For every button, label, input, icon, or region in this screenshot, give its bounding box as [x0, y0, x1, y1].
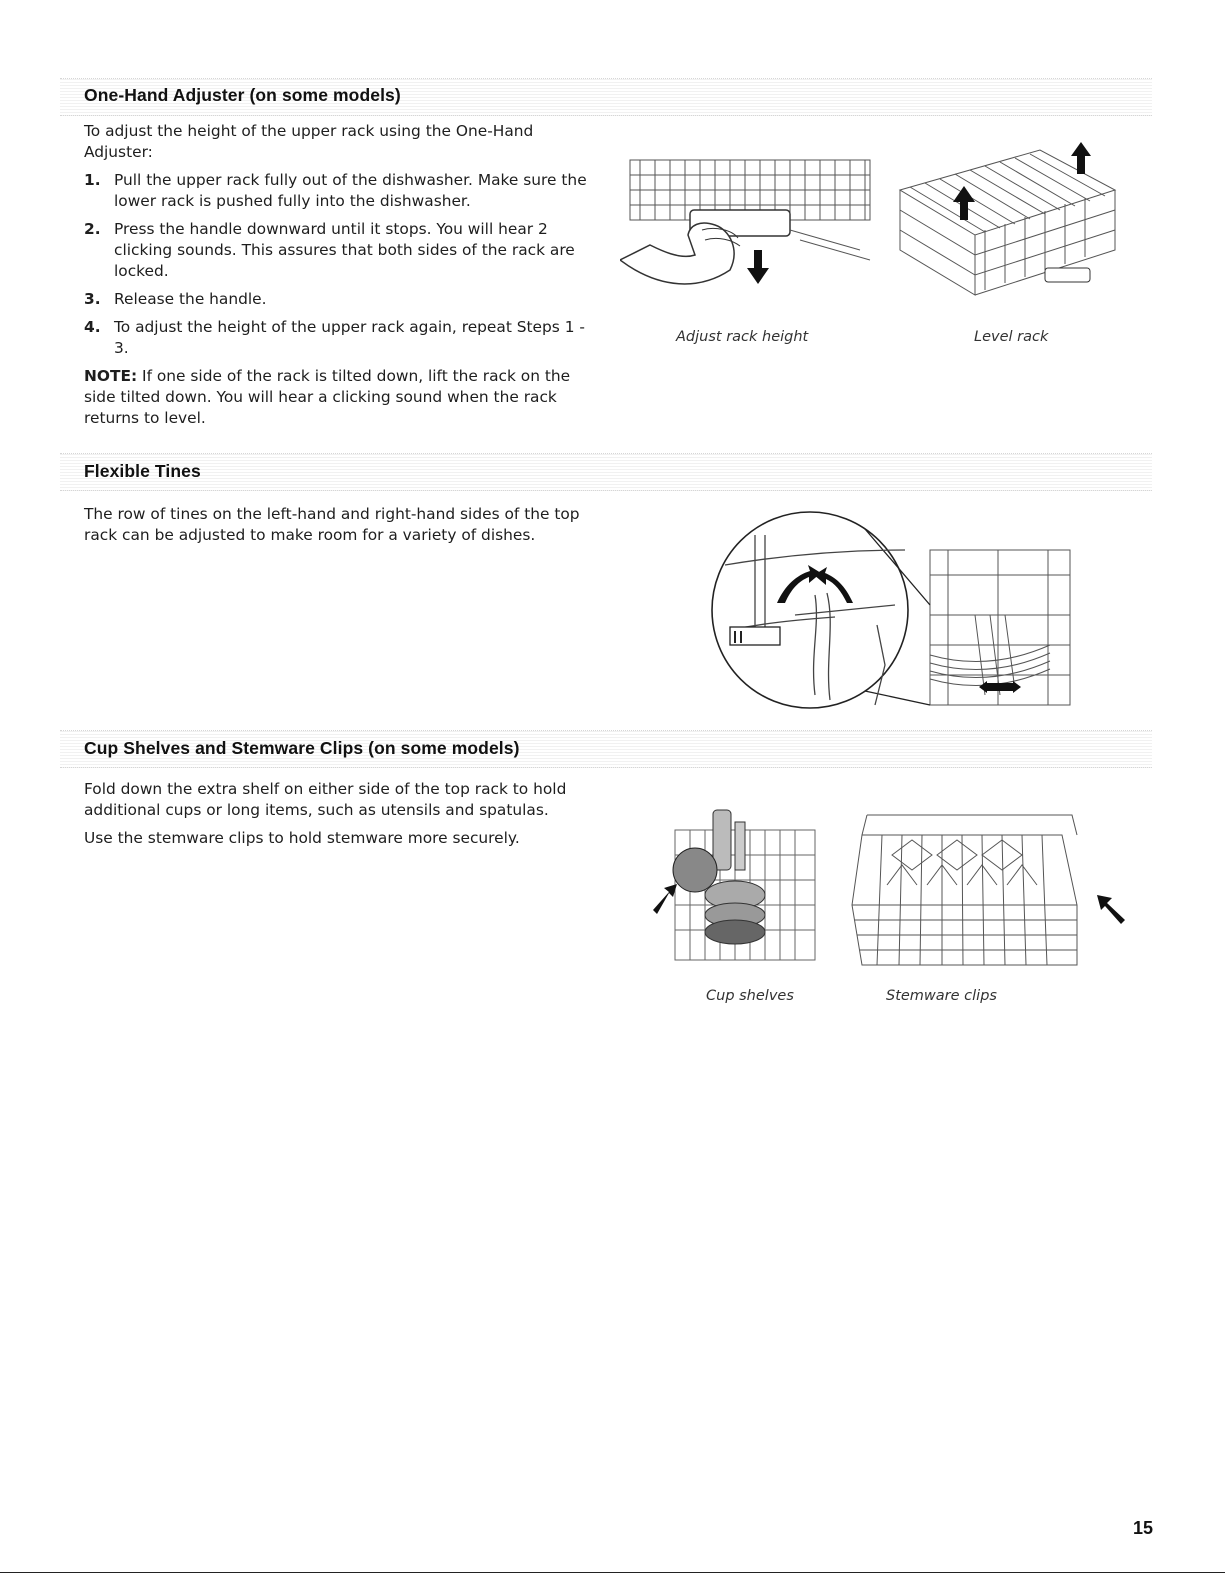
note-text	[84, 366, 604, 429]
step-number: 2.	[84, 220, 101, 238]
section-header-bar	[60, 453, 1152, 491]
section-title-cup-shelves: Cup Shelves and Stemware Clips (on some models)	[84, 738, 520, 758]
section-title-one-hand-adjuster: One-Hand Adjuster (on some models)	[84, 85, 401, 105]
step-number: 1.	[84, 171, 101, 189]
page-number: 15	[1132, 1518, 1153, 1538]
stemware-clips-illustration	[842, 795, 1127, 975]
cup-shelves-text: Fold down the extra shelf on either side of the top rack to hold additional cups or long items, such as utensils and spatulas.	[84, 780, 567, 819]
step-item	[84, 170, 604, 212]
caption-level-rack: Level rack	[974, 329, 1049, 345]
step-item	[84, 317, 604, 359]
stemware-clips-text: Use the stemware clips to hold stemware more securely.	[84, 829, 520, 847]
step-text: Pull the upper rack fully out of the dishwasher. Make sure the lower rack is pushed fully into the dishwasher.	[114, 171, 587, 210]
one-hand-adjuster-body	[84, 121, 604, 436]
caption-stemware-clips: Stemware clips	[886, 988, 997, 1004]
level-rack-illustration	[890, 140, 1125, 305]
note-body: If one side of the rack is tilted down, lift the rack on the side tilted down. You will hear a clicking sound when the rack returns to level.	[84, 367, 571, 427]
step-number: 3.	[84, 290, 101, 308]
flexible-tines-body	[84, 504, 604, 553]
step-text: Press the handle downward until it stops. You will hear 2 clicking sounds. This assures that both sides of the rack are locked.	[114, 220, 575, 280]
step-text: Release the handle.	[114, 290, 267, 308]
flexible-tines-text: The row of tines on the left-hand and right-hand sides of the top rack can be adjusted to make room for a variety of dishes.	[84, 505, 580, 544]
footer-rule	[0, 1572, 1225, 1573]
step-item	[84, 219, 604, 282]
caption-adjust-rack-height: Adjust rack height	[676, 329, 809, 345]
step-text: To adjust the height of the upper rack again, repeat Steps 1 - 3.	[114, 318, 585, 357]
cup-shelves-body	[84, 779, 604, 856]
cup-shelves-illustration	[645, 800, 845, 975]
intro-text: To adjust the height of the upper rack using the One-Hand Adjuster:	[84, 122, 534, 161]
note-label: NOTE:	[84, 367, 138, 385]
steps-list	[84, 170, 604, 359]
section-title-flexible-tines: Flexible Tines	[84, 461, 201, 481]
step-item	[84, 289, 604, 310]
adjust-rack-height-illustration	[620, 150, 880, 300]
step-number: 4.	[84, 318, 101, 336]
caption-cup-shelves: Cup shelves	[706, 988, 794, 1004]
flexible-tines-illustration	[705, 505, 1085, 715]
